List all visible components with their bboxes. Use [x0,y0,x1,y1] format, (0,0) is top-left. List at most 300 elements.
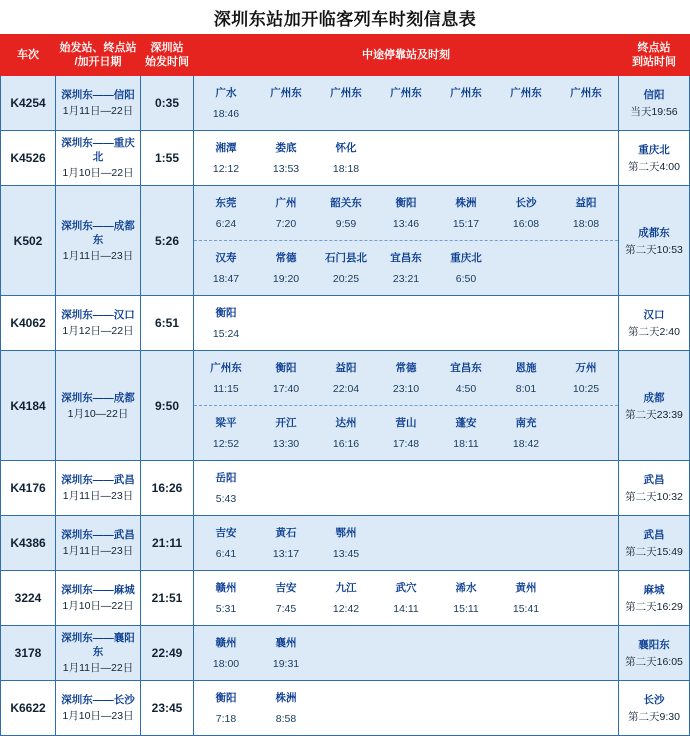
mid-station-time: 17:40 [272,383,300,395]
mid-station-grid [196,411,616,455]
cell-mid-stations [194,681,619,736]
mid-station-name: 宜昌东 [390,251,422,264]
mid-station-name: 广州东 [570,86,602,99]
mid-station-name: 韶关东 [330,196,362,209]
mid-station-time [376,488,436,510]
mid-station-block [194,405,618,460]
mid-station-name: 岳阳 [215,471,237,484]
column-header-mid-stations-label: 中途停靠站及时刻 [362,49,450,61]
cell-train-no [1,681,56,736]
route-value: 深圳东——武昌 1月11日—23日 [58,473,138,503]
mid-station-name: 开江 [275,416,297,429]
mid-station-grid [196,301,616,345]
mid-station-name: 广水 [215,86,237,99]
mid-station-name: 广州东 [450,86,482,99]
mid-station-names-row [196,191,616,213]
cell-train-no [1,626,56,681]
cell-route [56,571,141,626]
terminal-station-name: 成都 [643,391,665,404]
mid-station-name [556,246,616,268]
column-header-terminal-line1: 终点站 [637,42,671,54]
mid-station-name: 营山 [395,416,417,429]
mid-station-time [316,323,376,345]
mid-station-time [556,543,616,565]
column-header-departure-line2: 始发时间 [145,56,189,68]
mid-station-grid [196,356,616,400]
table-row [1,681,690,736]
table-row [1,296,690,351]
mid-station-name [316,686,376,708]
mid-station-name: 益阳 [575,196,597,209]
mid-station-time: 18:18 [332,163,360,175]
mid-station-time: 12:12 [212,163,240,175]
column-header-route [56,35,141,76]
cell-mid-stations [194,186,619,296]
mid-station-time: 18:42 [512,438,540,450]
mid-station-time [556,653,616,675]
terminal-station-name: 麻城 [643,584,665,596]
mid-station-name [496,246,556,268]
column-header-terminal [619,35,690,76]
table-row [1,131,690,186]
route-date-value: 1月10—22日 [67,407,129,420]
terminal-arrival-time: 第二天9:30 [628,711,680,723]
mid-station-name [496,631,556,653]
cell-train-no [1,571,56,626]
cell-mid-stations [194,571,619,626]
mid-station-names-row [196,356,616,378]
mid-station-time: 15:41 [512,603,540,615]
mid-station-time: 15:24 [212,328,240,340]
mid-station-time [316,708,376,730]
train-no-value: K4254 [10,96,46,110]
mid-station-name: 广州东 [390,86,422,99]
mid-station-name: 广州东 [510,86,542,99]
departure-time-value: 5:26 [154,233,180,248]
mid-station-time [436,158,496,180]
mid-station-name [376,136,436,158]
mid-station-time: 5:31 [215,603,237,615]
mid-station-name: 衡阳 [215,691,237,704]
cell-terminal [619,626,690,681]
cell-departure-time [141,131,194,186]
mid-station-name [376,686,436,708]
cell-route [56,681,141,736]
mid-station-names-row [196,81,616,103]
cell-departure-time [141,351,194,461]
mid-station-times-row [196,433,616,455]
mid-station-time: 16:08 [512,218,540,230]
mid-station-time: 18:46 [212,108,240,120]
mid-station-time [436,323,496,345]
mid-station-name: 衡阳 [215,306,237,319]
mid-station-name [556,631,616,653]
mid-station-names-row [196,631,616,653]
mid-station-names-row [196,521,616,543]
route-value: 深圳东——襄阳东 1月11日—22日 [58,631,138,675]
mid-station-block [194,296,618,350]
mid-station-time: 19:31 [272,658,300,670]
mid-station-name: 株洲 [275,691,297,704]
cell-terminal [619,296,690,351]
mid-station-name: 广州东 [210,361,242,374]
table-row [1,76,690,131]
route-date-value: 1月10日—23日 [62,710,134,722]
mid-station-time: 19:20 [272,273,300,285]
cell-train-no [1,516,56,571]
departure-time-value: 6:51 [154,316,180,330]
mid-station-time [556,488,616,510]
cell-route [56,351,141,461]
mid-station-name: 石门县北 [325,251,367,264]
mid-station-name [376,466,436,488]
cell-route [56,461,141,516]
mid-station-time [556,433,616,455]
timetable [0,34,690,736]
mid-station-block [194,461,618,515]
mid-station-time [496,488,556,510]
mid-station-name [376,521,436,543]
terminal-arrival-time: 第二天2:40 [628,326,680,338]
mid-station-time [496,158,556,180]
mid-station-names-row [196,136,616,158]
mid-station-time [376,708,436,730]
mid-station-name [436,686,496,708]
cell-train-no [1,351,56,461]
mid-station-time: 18:08 [572,218,600,230]
cell-terminal [619,516,690,571]
mid-station-name [436,466,496,488]
departure-time-value: 23:45 [151,701,183,715]
cell-terminal [619,571,690,626]
column-header-mid-stations [194,35,619,76]
route-value: 深圳东——重庆北 1月10日—22日 [58,136,138,180]
mid-station-name: 吉安 [215,526,237,539]
cell-train-no [1,76,56,131]
cell-terminal [619,351,690,461]
route-date-value: 1月11日—22日 [62,662,134,674]
train-no-value: K502 [13,233,43,248]
mid-station-grid [196,136,616,180]
mid-station-names-row [196,411,616,433]
mid-station-name [556,411,616,433]
mid-station-times-row [196,653,616,675]
mid-station-name [316,631,376,653]
mid-station-time [556,598,616,620]
mid-station-name: 梁平 [215,416,237,429]
terminal-arrival-time: 当天19:56 [630,106,678,118]
route-value: 深圳东——麻城 1月10日—22日 [58,583,138,613]
table-row [1,571,690,626]
route-value: 深圳东——汉口 1月12日—22日 [58,308,138,338]
mid-station-time: 15:11 [453,603,479,615]
mid-station-time [376,158,436,180]
mid-station-time: 7:45 [275,603,297,615]
mid-station-time [256,323,316,345]
mid-station-time: 14:11 [393,603,419,615]
cell-mid-stations [194,296,619,351]
table-body [1,76,690,736]
mid-station-name [436,631,496,653]
departure-time-value: 9:50 [154,398,180,413]
mid-station-name [316,301,376,323]
mid-station-block [194,681,618,735]
cell-departure-time [141,186,194,296]
mid-station-time: 18:00 [212,658,240,670]
route-date-value: 1月10日—22日 [62,600,134,612]
mid-station-name: 长沙 [515,196,537,209]
mid-station-name [496,136,556,158]
mid-station-grid [196,246,616,290]
mid-station-time: 10:25 [572,383,600,395]
cell-terminal [619,461,690,516]
route-date-value: 1月11日—22日 [62,105,134,117]
terminal-arrival-time: 第二天10:53 [625,243,683,256]
mid-station-time [496,653,556,675]
mid-station-time [436,543,496,565]
terminal-arrival-time: 第二天4:00 [628,161,680,173]
mid-station-name: 黄州 [515,581,537,594]
terminal-station-name: 成都东 [638,226,670,239]
mid-station-time: 7:20 [275,218,297,230]
mid-station-time [436,488,496,510]
mid-station-time [556,158,616,180]
mid-station-name: 重庆北 [450,251,482,264]
terminal-arrival-time: 第二天23:39 [625,408,683,421]
cell-mid-stations [194,626,619,681]
mid-station-times-row [196,708,616,730]
cell-departure-time [141,626,194,681]
mid-station-names-row [196,686,616,708]
route-date-value: 1月11日—23日 [62,545,134,557]
train-no-value: K4176 [10,481,46,495]
mid-station-name [316,466,376,488]
mid-station-time [436,708,496,730]
mid-station-time: 4:50 [455,383,477,395]
mid-station-name [556,686,616,708]
cell-terminal [619,681,690,736]
terminal-station-name: 襄阳东 [638,639,670,651]
mid-station-times-row [196,213,616,235]
mid-station-name: 南充 [515,416,537,429]
mid-station-time: 18:47 [212,273,240,285]
table-row [1,186,690,296]
mid-station-time: 13:53 [272,163,300,175]
train-no-value: 3178 [14,646,42,660]
cell-train-no [1,186,56,296]
mid-station-time: 23:10 [392,383,420,395]
terminal-station-name: 重庆北 [638,144,670,156]
mid-station-name: 衡阳 [275,361,297,374]
mid-station-times-row [196,268,616,290]
mid-station-time [496,268,556,290]
mid-station-time [376,103,436,125]
column-header-terminal-line2: 到站时间 [632,56,676,68]
mid-station-names-row [196,301,616,323]
mid-station-time: 18:11 [453,438,479,450]
mid-station-name: 东莞 [215,196,237,209]
mid-station-time [436,653,496,675]
cell-departure-time [141,681,194,736]
mid-station-time [376,323,436,345]
cell-train-no [1,461,56,516]
mid-station-grid [196,631,616,675]
mid-station-name: 九江 [335,581,357,594]
departure-time-value: 0:35 [154,96,180,110]
mid-station-time [556,268,616,290]
cell-route [56,516,141,571]
mid-station-name: 恩施 [515,361,537,374]
column-header-route-line1: 始发站、终点站 [59,42,137,54]
train-no-value: K6622 [10,701,46,715]
mid-station-time: 13:46 [392,218,420,230]
mid-station-name [496,686,556,708]
mid-station-name: 浠水 [455,581,477,594]
terminal-station-name: 信阳 [643,89,665,101]
route-date-value: 1月11日—23日 [62,249,134,262]
cell-departure-time [141,461,194,516]
mid-station-time [496,543,556,565]
mid-station-name: 赣州 [215,636,237,649]
cell-route [56,296,141,351]
mid-station-name: 怀化 [335,141,357,154]
mid-station-time [256,103,316,125]
mid-station-name [556,136,616,158]
terminal-arrival-time: 第二天16:05 [625,656,683,668]
mid-station-time: 23:21 [392,273,420,285]
mid-station-time [496,708,556,730]
mid-station-name [496,521,556,543]
mid-station-grid [196,466,616,510]
cell-mid-stations [194,351,619,461]
route-value: 深圳东——信阳 1月11日—22日 [58,88,138,118]
mid-station-name [556,301,616,323]
cell-departure-time [141,571,194,626]
mid-station-time [556,708,616,730]
mid-station-time: 6:41 [215,548,237,560]
column-header-departure [141,35,194,76]
mid-station-name: 达州 [335,416,357,429]
cell-terminal [619,186,690,296]
mid-station-time: 11:15 [213,383,239,395]
mid-station-name: 衡阳 [395,196,417,209]
mid-station-time [316,103,376,125]
cell-terminal [619,131,690,186]
table-row [1,461,690,516]
cell-route [56,186,141,296]
departure-time-value: 16:26 [151,481,183,495]
terminal-station-name: 汉口 [643,309,665,321]
departure-time-value: 21:51 [151,591,183,605]
mid-station-name [436,301,496,323]
mid-station-times-row [196,323,616,345]
mid-station-name: 益阳 [335,361,357,374]
mid-station-name: 湘潭 [215,141,237,154]
mid-station-name: 株洲 [455,196,477,209]
cell-terminal [619,76,690,131]
mid-station-name [436,521,496,543]
mid-station-name: 吉安 [275,581,297,594]
mid-station-times-row [196,543,616,565]
departure-time-value: 1:55 [154,151,180,165]
cell-route [56,626,141,681]
mid-station-names-row [196,576,616,598]
mid-station-name: 常德 [395,361,417,374]
route-value: 深圳东——成都东 1月11日—23日 [58,219,138,263]
mid-station-name [436,136,496,158]
mid-station-name: 万州 [575,361,597,374]
mid-station-time: 22:04 [332,383,360,395]
departure-time-value: 22:49 [151,646,183,660]
terminal-station-name: 长沙 [643,694,665,706]
train-no-value: K4526 [10,151,46,165]
mid-station-name: 襄州 [275,636,297,649]
mid-station-names-row [196,246,616,268]
cell-mid-stations [194,131,619,186]
route-value: 深圳东——长沙 1月10日—23日 [58,693,138,723]
mid-station-block [194,76,618,130]
mid-station-block [194,186,618,240]
mid-station-name [556,576,616,598]
mid-station-times-row [196,158,616,180]
mid-station-time [496,323,556,345]
train-no-value: K4062 [10,316,46,330]
mid-station-times-row [196,598,616,620]
mid-station-block [194,626,618,680]
route-value: 深圳东——武昌 1月11日—23日 [58,528,138,558]
mid-station-time: 13:30 [272,438,300,450]
terminal-arrival-time: 第二天15:49 [625,546,683,558]
cell-mid-stations [194,76,619,131]
table-row [1,626,690,681]
terminal-station-name: 武昌 [643,529,665,541]
mid-station-name: 鄂州 [335,526,357,539]
mid-station-time: 12:52 [212,438,240,450]
cell-departure-time [141,76,194,131]
column-header-departure-line1: 深圳站 [150,42,184,54]
mid-station-time: 5:43 [215,493,237,505]
mid-station-block [194,571,618,625]
train-no-value: K4184 [10,398,46,413]
mid-station-name [376,631,436,653]
mid-station-time: 8:01 [515,383,537,395]
table-header [1,35,690,76]
departure-time-value: 21:11 [151,536,183,550]
cell-route [56,131,141,186]
mid-station-time: 9:59 [335,218,357,230]
train-no-value: K4386 [10,536,46,550]
mid-station-time: 13:17 [272,548,300,560]
mid-station-grid [196,81,616,125]
mid-station-name [256,466,316,488]
mid-station-time [556,103,616,125]
mid-station-time [496,103,556,125]
mid-station-name: 黄石 [275,526,297,539]
mid-station-time [316,488,376,510]
column-header-train-no [1,35,56,76]
mid-station-name: 宜昌东 [450,361,482,374]
column-header-route-line2: /加开日期 [74,56,122,68]
mid-station-name: 广州东 [330,86,362,99]
mid-station-time: 12:42 [332,603,360,615]
mid-station-block [194,131,618,185]
mid-station-name: 汉寿 [215,251,237,264]
terminal-arrival-time: 第二天10:32 [625,491,683,503]
mid-station-name [556,466,616,488]
cell-mid-stations [194,461,619,516]
mid-station-time: 6:50 [455,273,477,285]
mid-station-name: 赣州 [215,581,237,594]
